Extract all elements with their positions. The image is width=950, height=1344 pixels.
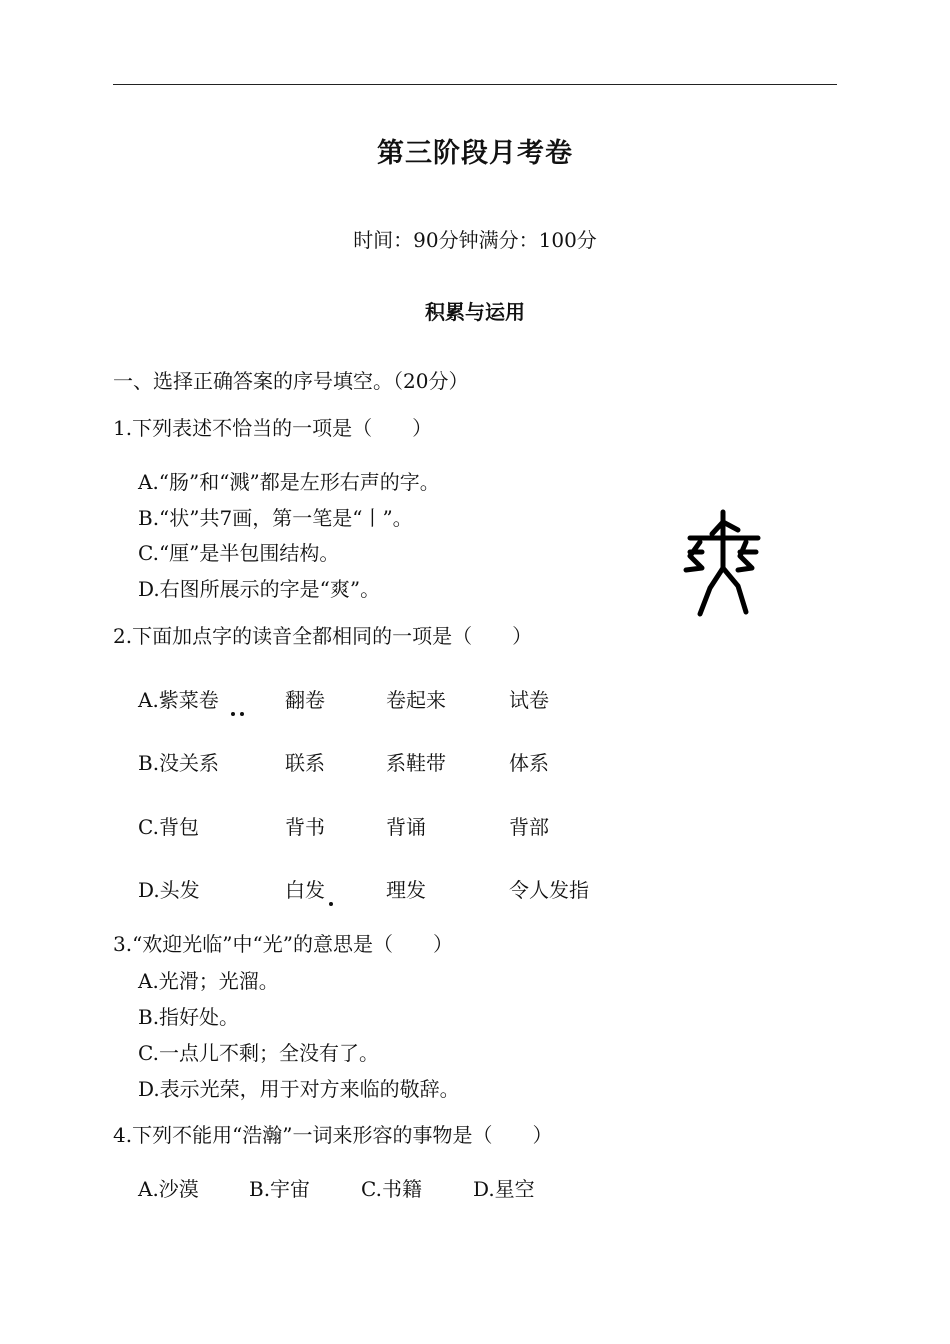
q2-row-a-word-3: 卷起来	[386, 688, 446, 712]
part-heading: 一、选择正确答案的序号填空。（20分）	[113, 369, 469, 393]
q2-row-d-word-4: 令人发指	[509, 878, 589, 902]
question-1-stem: 1.下列表述不恰当的一项是（ ）	[113, 416, 433, 440]
q2-row-b-word-4: 体系	[509, 751, 549, 775]
question-4-stem: 4.下列不能用“浩瀚”一词来形容的事物是（ ）	[113, 1123, 553, 1147]
q2-row-a-word-1: A.紫菜卷	[138, 688, 219, 712]
q2-row-d-word-2: 白发	[285, 878, 325, 902]
q1-option-d: D.右图所展示的字是“爽”。	[138, 577, 381, 601]
emphasis-dot	[329, 902, 333, 906]
q3-option-a: A.光滑；光溜。	[138, 969, 279, 993]
q4-option-a: A.沙漠	[138, 1177, 199, 1201]
question-3-stem: 3.“欢迎光临”中“光”的意思是（ ）	[113, 932, 453, 956]
q2-row-a-word-2: 翻卷	[285, 688, 325, 712]
q2-row-d-word-3: 理发	[386, 878, 426, 902]
q2-row-c-word-3: 背诵	[386, 815, 426, 839]
emphasis-dot	[231, 712, 235, 716]
q2-row-b-word-1: B.没关系	[138, 751, 220, 775]
q2-row-d-word-1: D.头发	[138, 878, 200, 902]
q3-option-b: B.指好处。	[138, 1005, 240, 1029]
q3-option-c: C.一点儿不剩；全没有了。	[138, 1041, 379, 1065]
q2-row-c-word-4: 背部	[509, 815, 549, 839]
top-rule	[113, 84, 837, 85]
page-title: 第三阶段月考卷	[377, 138, 573, 169]
q4-option-c: C.书籍	[361, 1177, 422, 1201]
q2-row-b-word-2: 联系	[285, 751, 325, 775]
q2-row-a-word-4: 试卷	[509, 688, 549, 712]
q3-option-d: D.表示光荣，用于对方来临的敬辞。	[138, 1077, 460, 1101]
q2-row-b-word-3: 系鞋带	[386, 751, 446, 775]
q1-option-a: A.“肠”和“溅”都是左形右声的字。	[138, 470, 440, 494]
ancient-character-shuang-icon	[682, 508, 766, 620]
section-heading: 积累与运用	[425, 300, 525, 324]
q1-option-b: B.“状”共7画，第一笔是“丨”。	[138, 506, 413, 530]
q4-option-b: B.宇宙	[249, 1177, 311, 1201]
exam-meta: 时间：90分钟满分：100分	[353, 228, 597, 252]
q1-option-c: C.“厘”是半包围结构。	[138, 541, 340, 565]
emphasis-dot	[240, 712, 244, 716]
q4-option-d: D.星空	[473, 1177, 535, 1201]
q2-row-c-word-1: C.背包	[138, 815, 199, 839]
q2-row-c-word-2: 背书	[285, 815, 325, 839]
question-2-stem: 2.下面加点字的读音全都相同的一项是（ ）	[113, 624, 533, 648]
